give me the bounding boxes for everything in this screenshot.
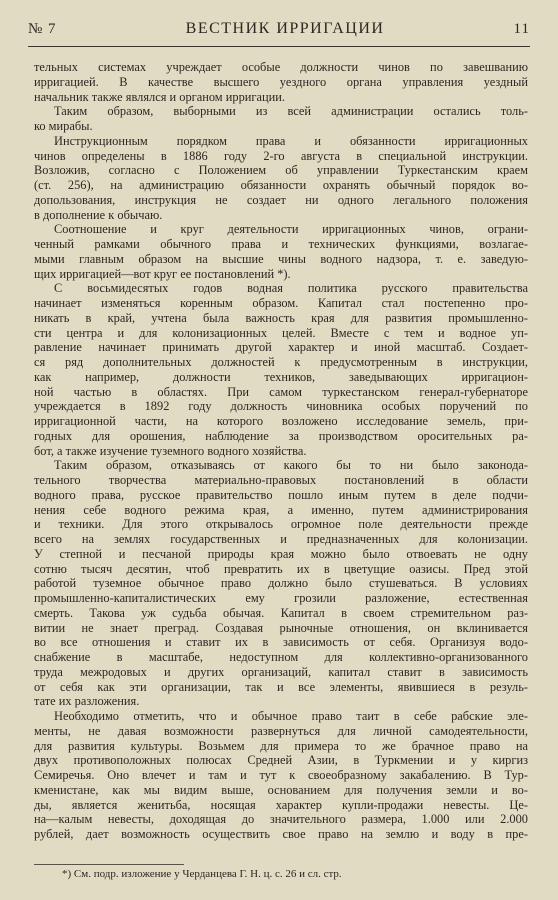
text-line: витии не знает преград. Создавая рыночные отношения, он вклинивается xyxy=(34,620,528,635)
text-line: водного права, русское правительство пошло иным путем в деле подчи- xyxy=(34,487,528,502)
text-line: всего на землях государственных и предназначенных для колонизации. xyxy=(34,532,528,546)
text-line: двух противоположных полюсах Средней Азии, в Туркмении и у киргиз xyxy=(34,753,528,768)
paragraph xyxy=(34,134,528,223)
journal-title: ВЕСТНИК ИРРИГАЦИИ xyxy=(185,20,385,37)
text-line: ко мирабы. xyxy=(34,119,93,133)
text-line: кменистане, как мы видим выше, основанием для получения земли и во- xyxy=(34,782,528,797)
text-line: ирригацией. В качестве высшего уездного органа управления уездный xyxy=(34,74,528,89)
text-line: от себя как эти организации, так и все элементы, явившиеся в резуль- xyxy=(34,679,528,694)
paragraph xyxy=(34,709,528,842)
text-line: Возложив, согласно с Положением об управлении Туркестанским краем xyxy=(34,163,528,178)
text-line: во все отношения и ставит их в зависимость от себя. Организуя водо- xyxy=(34,635,528,650)
text-line: тельного творчества материально-правовых постановлений в области xyxy=(34,473,528,487)
footnote-rule xyxy=(34,864,184,865)
text-line: тате их разложения. xyxy=(34,694,140,709)
text-line: работой туземное обычное право должно было стушеваться. В условиях xyxy=(34,576,528,591)
paragraph xyxy=(34,104,528,134)
text-line: на—калым невесты, доходящая до значительного размера, 1.000 или 2.000 xyxy=(34,812,528,827)
text-line: чинов определены в 1886 году 2-го августа в специальной инструкции. xyxy=(34,148,528,163)
text-line: Семиречья. Оно влечет и там и тут к своеобразному закабалению. В Тур- xyxy=(34,768,528,782)
text-line: равление начинает принимать другой характер и иной масштаб. Создает- xyxy=(34,340,528,355)
text-line: ды, является женитьба, носящая характер купли-продажи невесты. Це- xyxy=(34,797,528,812)
header-rule xyxy=(28,46,530,47)
text-line: менты, не давая возможности развернуться для личной самодеятельности, xyxy=(34,723,528,738)
text-line: начинает изменяться коренным образом. Капитал стал постепенно про- xyxy=(34,296,528,310)
text-line: Инструкционным порядком права и обязанности ирригационных xyxy=(54,133,528,148)
text-line: ирригационной части, на которого возложено исследование земель, при- xyxy=(34,414,528,428)
page-number: 11 xyxy=(513,20,530,37)
text-line: учреждается в 1892 году должность чиновника особых поручений по xyxy=(34,399,528,414)
text-line: допользования, инструкция не создает ни одного легального положения xyxy=(34,192,528,207)
text-line: бот, а также изучение туземного водного хозяйства. xyxy=(34,443,307,458)
text-line: Таким образом, выборными из всей администрации остались толь- xyxy=(54,104,528,119)
text-line: начальник также являлся и органом ирригации. xyxy=(34,89,285,104)
text-line: для развития культуры. Возьмем для примера то же брачное право на xyxy=(34,738,528,753)
text-line: нения себе водного режима края, а именно, путем администрирования xyxy=(34,502,528,517)
paragraph xyxy=(34,458,528,709)
text-line: годных для орошения, наблюдение за производством оросительных ра- xyxy=(34,428,528,443)
text-line: Соотношение и круг деятельности ирригационных чинов, ограни- xyxy=(54,222,528,237)
text-line: никать в край, учтена была важность края для развития промышленно- xyxy=(34,310,528,325)
text-line: Таким образом, отказываясь от какого бы то ни было законода- xyxy=(54,458,528,473)
text-line: щих ирригацией—вот круг ее постановлений *). xyxy=(34,266,291,281)
text-line: промышленно-капиталистических ему грозили разложение, естественная xyxy=(34,591,528,605)
text-line: ной частью в областях. При самом туркестанском генерал-губернаторе xyxy=(34,384,528,399)
text-line: (ст. 256), на администрацию обязанности охранять обычный порядок во- xyxy=(34,178,528,192)
text-line: и техники. Для этого открывалось огромное поле деятельности прежде xyxy=(34,517,528,532)
text-line: тельных системах учреждает особые должности чинов по завешванию xyxy=(34,60,528,74)
text-line: С восьмидесятых годов водная политика русского правительства xyxy=(54,281,528,296)
text-line: Необходимо отметить, что и обычное право таит в себе рабские эле- xyxy=(54,709,528,723)
text-line: сотню тысяч десятин, чтоб превратить их в цветущие оазисы. Пред этой xyxy=(34,561,528,576)
text-line: в дополнение к обычаю. xyxy=(34,207,163,222)
text-line: ченный рамками обычного права и технических функциями, возлагае- xyxy=(34,237,528,251)
text-line: сти центра и для колонизационных целей. Вместе с тем и водное уп- xyxy=(34,325,528,340)
page-header xyxy=(28,12,530,46)
text-line: снабжение в масштабе, недоступном для коллективно-организованного xyxy=(34,650,528,664)
text-line: труда межродовых и других организаций, капитал ставит в зависимость xyxy=(34,664,528,679)
body-text xyxy=(34,60,528,842)
text-line: рублей, дает возможность осуществить свое право на землю и воду в пре- xyxy=(34,827,528,841)
text-line: как например, должности техников, заведывающих ирригацион- xyxy=(34,369,528,384)
paragraph xyxy=(34,60,528,104)
paragraph xyxy=(34,222,528,281)
text-line: смерть. Такова уж судьба обычая. Капитал в своем стремительном раз- xyxy=(34,605,528,620)
footnote: *) См. подр. изложение у Черданцева Г. Н. ц. с. 26 и сл. стр. xyxy=(62,868,342,880)
text-line: У степной и песчаной природы края можно было отвоевать не одну xyxy=(34,546,528,561)
text-line: ся ряд дополнительных должностей к предусмотренным в инструкции, xyxy=(34,355,528,369)
paragraph xyxy=(34,281,528,458)
issue-number: № 7 xyxy=(28,20,57,37)
text-line: мыми главным образом на высшие чины водного надзора, т. е. заведую- xyxy=(34,251,528,266)
